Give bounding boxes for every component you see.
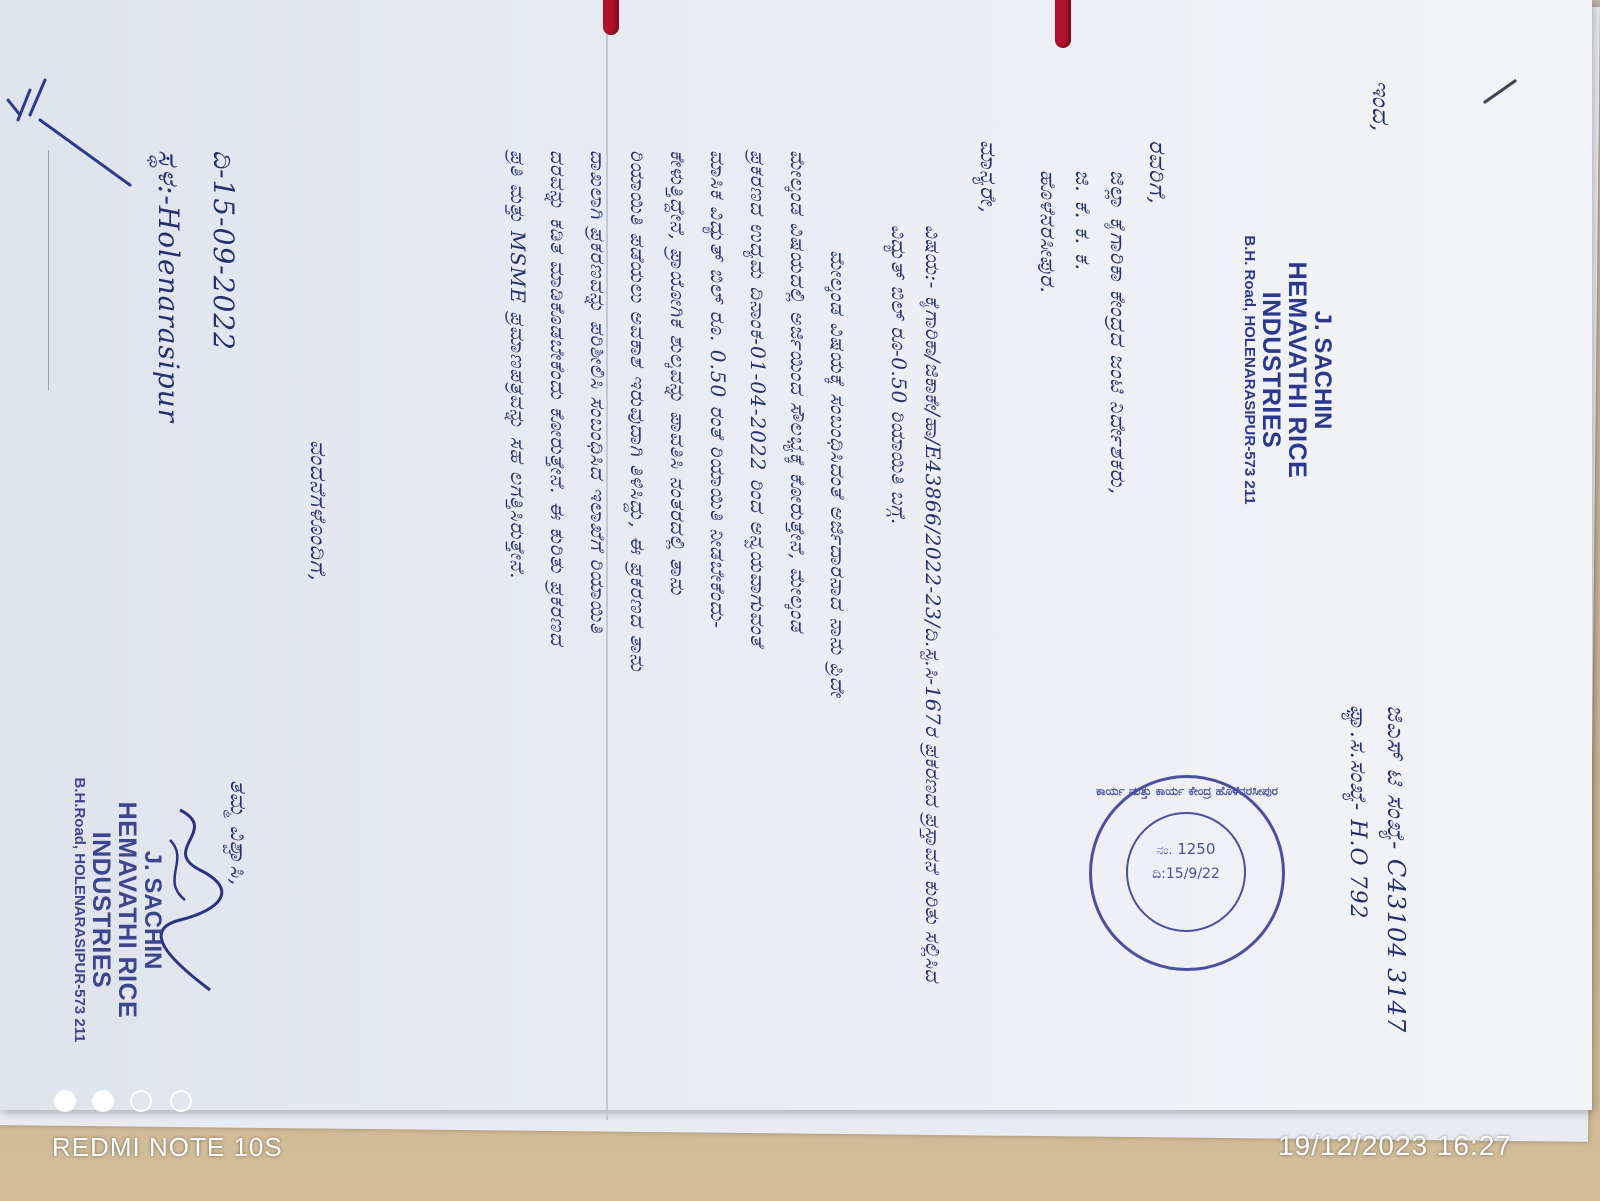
- body-line-6: ರಿಯಾಯಿತಿ ಪಡೆಯಲು ಅವಕಾಶ ಇರುವುದಾಗಿ ತಿಳಿಸಿದ್ದು, ಈ ಪ್ರಕರಣದ ತಾನು: [626, 150, 650, 672]
- recipient-line-1: ಜಿಲ್ಲಾ ಕೈಗಾರಿಕಾ ಕೇಂದ್ರದ ಜಂಟಿ ನಿರ್ದೇಶಕರು,: [1106, 170, 1130, 496]
- device-watermark: REDMI NOTE 10S: [52, 1132, 283, 1162]
- watermark-dot-1: [54, 1090, 76, 1112]
- subject-line: ವಿಷಯ:- ಕೈಗಾರಿಕಾ/ಜಿಕಾಕೇ/ಹಾ/E43866/2022-23/ದಿ.ಸ್ಟ.ಸಿ-167ರ ಪ್ರಕರಣದ ಪ್ರಸ್ತಾವನೆ ಕುರಿತು ಸಲ್ಲಿಸಿದ ವಿದ್ಯುತ್ ಬಿಲ್ ರೂ-0.50 ರಿಯಾಯಿತಿ ಬಗ್ಗೆ.: [887, 225, 945, 983]
- signature-name: J. SACHIN: [139, 850, 166, 970]
- watermark-dot-3: [130, 1090, 152, 1112]
- body-line-4: ಮಾಸಿಕ ವಿದ್ಯುತ್ ಬಿಲ್ ರೂ. 0.50 ರಂತೆ ರಿಯಾಯಿತಿ ನೀಡಬೇಕೆಂದು-: [706, 150, 730, 629]
- factory-number: ಫ್ಯಾ.ಸ.ಸಂಖ್ಯೆ- H.O 792: [1345, 705, 1370, 920]
- signature-letterhead: [72, 740, 165, 1080]
- recipient-line-3: ಹೊಳೆನರಸೀಪುರ.: [1036, 170, 1060, 294]
- stamp-date: ದಿ:15/9/22: [1152, 866, 1220, 882]
- signature-company: HEMAVATHI RICE INDUSTRIES: [86, 801, 141, 1019]
- stamp-number-value: 1250: [1177, 840, 1216, 858]
- body-line-9: ಪ್ರತಿ ಮತ್ತು MSME ಪ್ರಮಾಣಪತ್ರವನ್ನು ಸಹ ಲಗತ್ತಿಸಿರುತ್ತೇನೆ.: [506, 150, 530, 580]
- date-line: ದಿ-15-09-2022: [207, 150, 240, 351]
- body-line-1: ಮೇಲ್ಕಂಡ ವಿಷಯಕ್ಕೆ ಸಂಬಂಧಿಸಿದಂತೆ ಅರ್ಜಿದಾರನಾದ ನಾನು ಪ್ರಿದೇ: [826, 250, 850, 698]
- stamp-ring-text: ಕಾರ್ಯ ಮತ್ತು ಕಾರ್ಯ ಕೇಂದ್ರ ಹೊಳೆನರಸೀಪುರ: [1095, 784, 1279, 798]
- watermark-dot-4: [170, 1090, 192, 1112]
- office-stamp: [1089, 775, 1285, 971]
- from-label: ಇಂದ,: [1367, 80, 1395, 133]
- to-label: ರವರಿಗೆ,: [1144, 140, 1170, 205]
- salutation: ಮಾನ್ಯರೇ,: [975, 140, 1000, 214]
- sender-company: HEMAVATHI RICE INDUSTRIES: [1256, 261, 1311, 479]
- body-line-3: ಪ್ರಕರಣದ ಉದ್ಯಮ ದಿನಾಂಕ-01-04-2022 ರಿಂದ ಅನ್ವಯವಾಗುವಂತೆ: [746, 150, 770, 647]
- recipient-line-2: ಜಿ. ಕೆ. ಕ. ಕ.: [1071, 170, 1095, 272]
- gst-number: ಜಿಎಸ್ ಟಿ ಸಂಖ್ಯೆ- C43104 3147: [1382, 705, 1410, 1034]
- stamp-number-label: ನಂ.: [1156, 843, 1173, 857]
- signature-address: B.H.Road, HOLENARASIPUR-573 211: [71, 777, 89, 1043]
- place-line: ಸ್ಥಳ:-Holenarasipur: [152, 150, 185, 424]
- body-line-8: ದರವನ್ನು ಕಡಿತ ಮಾಡಿಕೊಡಬೇಕೆಂದು ಕೋರುತ್ತೇನೆ. ಈ ಕುರಿತು ಪ್ರಕರಣದ: [546, 150, 570, 647]
- sender-name: J. SACHIN: [1309, 310, 1336, 430]
- body-line-5: ಕೇಳುತ್ತಿದ್ದೇನೆ, ಪ್ರಾಯೋಗಿಕ ಶುಲ್ಕವನ್ನು ಪಾವತಿಸಿ ನಂತರದಲ್ಲಿ ತಾನು: [666, 150, 690, 596]
- closing-line: ವಂದನೆಗಳೊಂದಿಗೆ,: [305, 440, 330, 582]
- body-line-2: ಮೇಲ್ಕಂಡ ವಿಷಯದಲ್ಲಿ ಅರ್ಜಿಯಿಂದ ಸೌಲಭ್ಯಕ್ಕೆ ಕೋರುತ್ತೇನೆ, ಮೇಲ್ಕಂಡ: [786, 150, 810, 633]
- watermark-dot-2: [92, 1090, 114, 1112]
- timestamp-watermark: 19/12/2023 16:27: [1278, 1130, 1512, 1161]
- sender-letterhead: [1242, 205, 1335, 535]
- body-line-7: ದಾಖಲಾಗಿ ಪ್ರಕರಣವನ್ನು ಪರಿಶೀಲಿಸಿ ಸಂಬಂಧಿಸಿದ ಇಲಾಖೆಗೆ ರಿಯಾಯಿತಿ: [586, 150, 610, 634]
- signature-label: ತಮ್ಮ ವಿಶ್ವಾಸಿ,: [225, 780, 250, 887]
- sender-address: B.H. Road, HOLENARASIPUR-573 211: [1241, 235, 1259, 505]
- stamp-number: [1128, 840, 1244, 858]
